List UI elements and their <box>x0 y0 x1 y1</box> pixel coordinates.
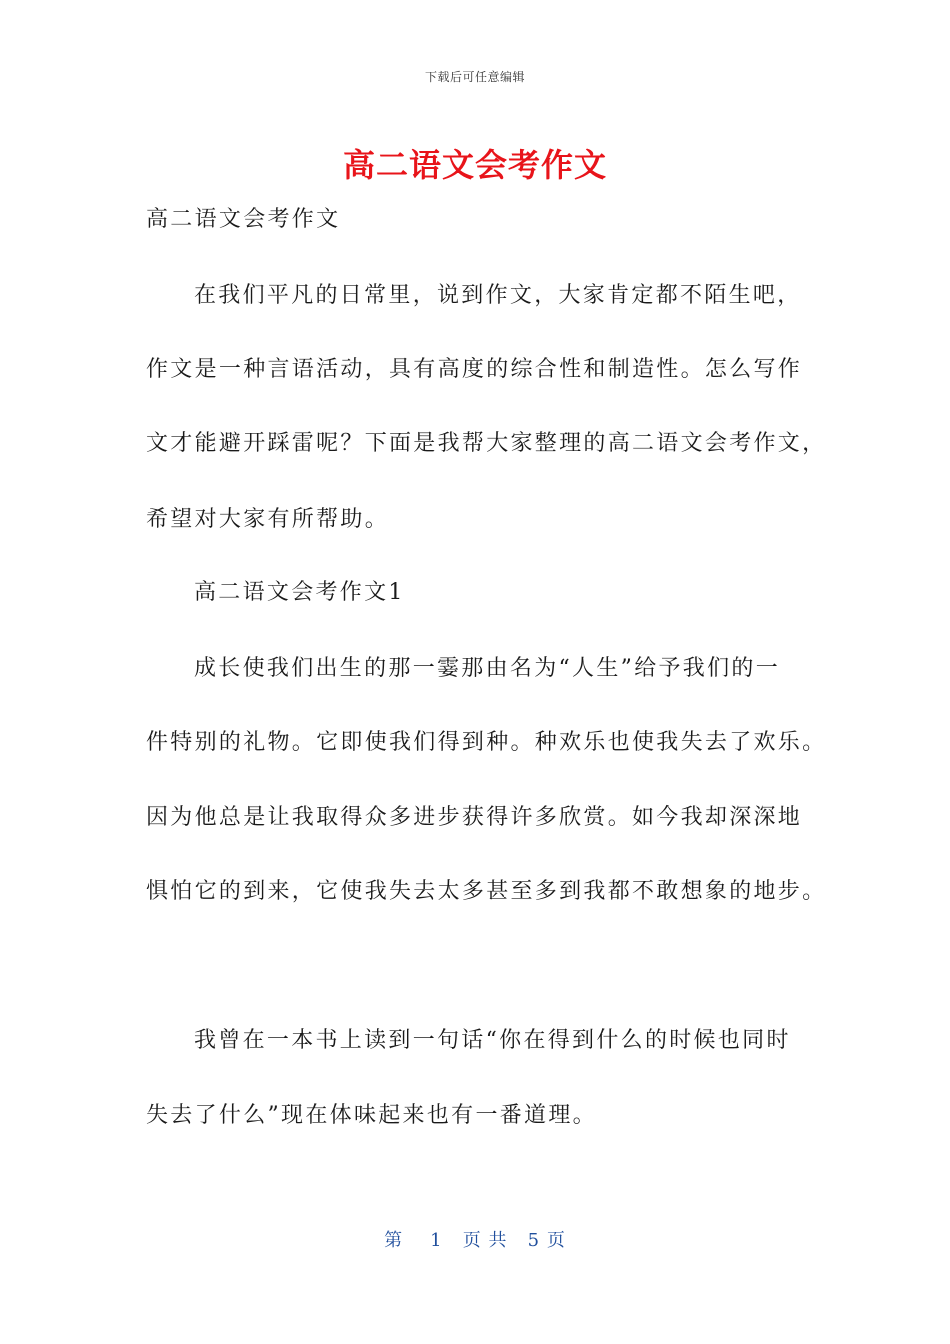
body-line: 因为他总是让我取得众多进步获得许多欣赏。如今我却深深地 <box>146 805 803 830</box>
body-line: 希望对大家有所帮助。 <box>146 507 390 532</box>
body-line: 件特别的礼物。它即使我们得到种。种欢乐也使我失去了欢乐。 <box>146 730 827 755</box>
page-prefix: 第 <box>384 1230 404 1251</box>
body-line: 我曾在一本书上读到一句话“你在得到什么的时候也同时 <box>194 1028 791 1053</box>
body-line: 惧怕它的到来，它使我失去太多甚至多到我都不敢想象的地步。 <box>146 879 827 904</box>
page-total: 5 <box>527 1230 541 1251</box>
page-mid: 页 共 <box>462 1230 508 1251</box>
body-line: 作文是一种言语活动，具有高度的综合性和制造性。怎么写作 <box>146 357 803 382</box>
page-suffix: 页 <box>546 1230 566 1251</box>
body-line: 在我们平凡的日常里，说到作文，大家肯定都不陌生吧， <box>194 283 802 308</box>
header-note: 下载后可任意编辑 <box>424 70 525 84</box>
section-heading: 高二语文会考作文1 <box>194 580 405 605</box>
body-line: 成长使我们出生的那一霎那由名为“人生”给予我们的一 <box>194 656 780 681</box>
document-title: 高二语文会考作文 <box>342 146 607 184</box>
body-line: 文才能避开踩雷呢？下面是我帮大家整理的高二语文会考作文， <box>146 431 827 456</box>
page-current: 1 <box>430 1230 443 1251</box>
body-line: 高二语文会考作文 <box>146 207 341 232</box>
body-line: 失去了什么”现在体味起来也有一番道理。 <box>146 1103 597 1128</box>
page-footer <box>0 1226 950 1252</box>
